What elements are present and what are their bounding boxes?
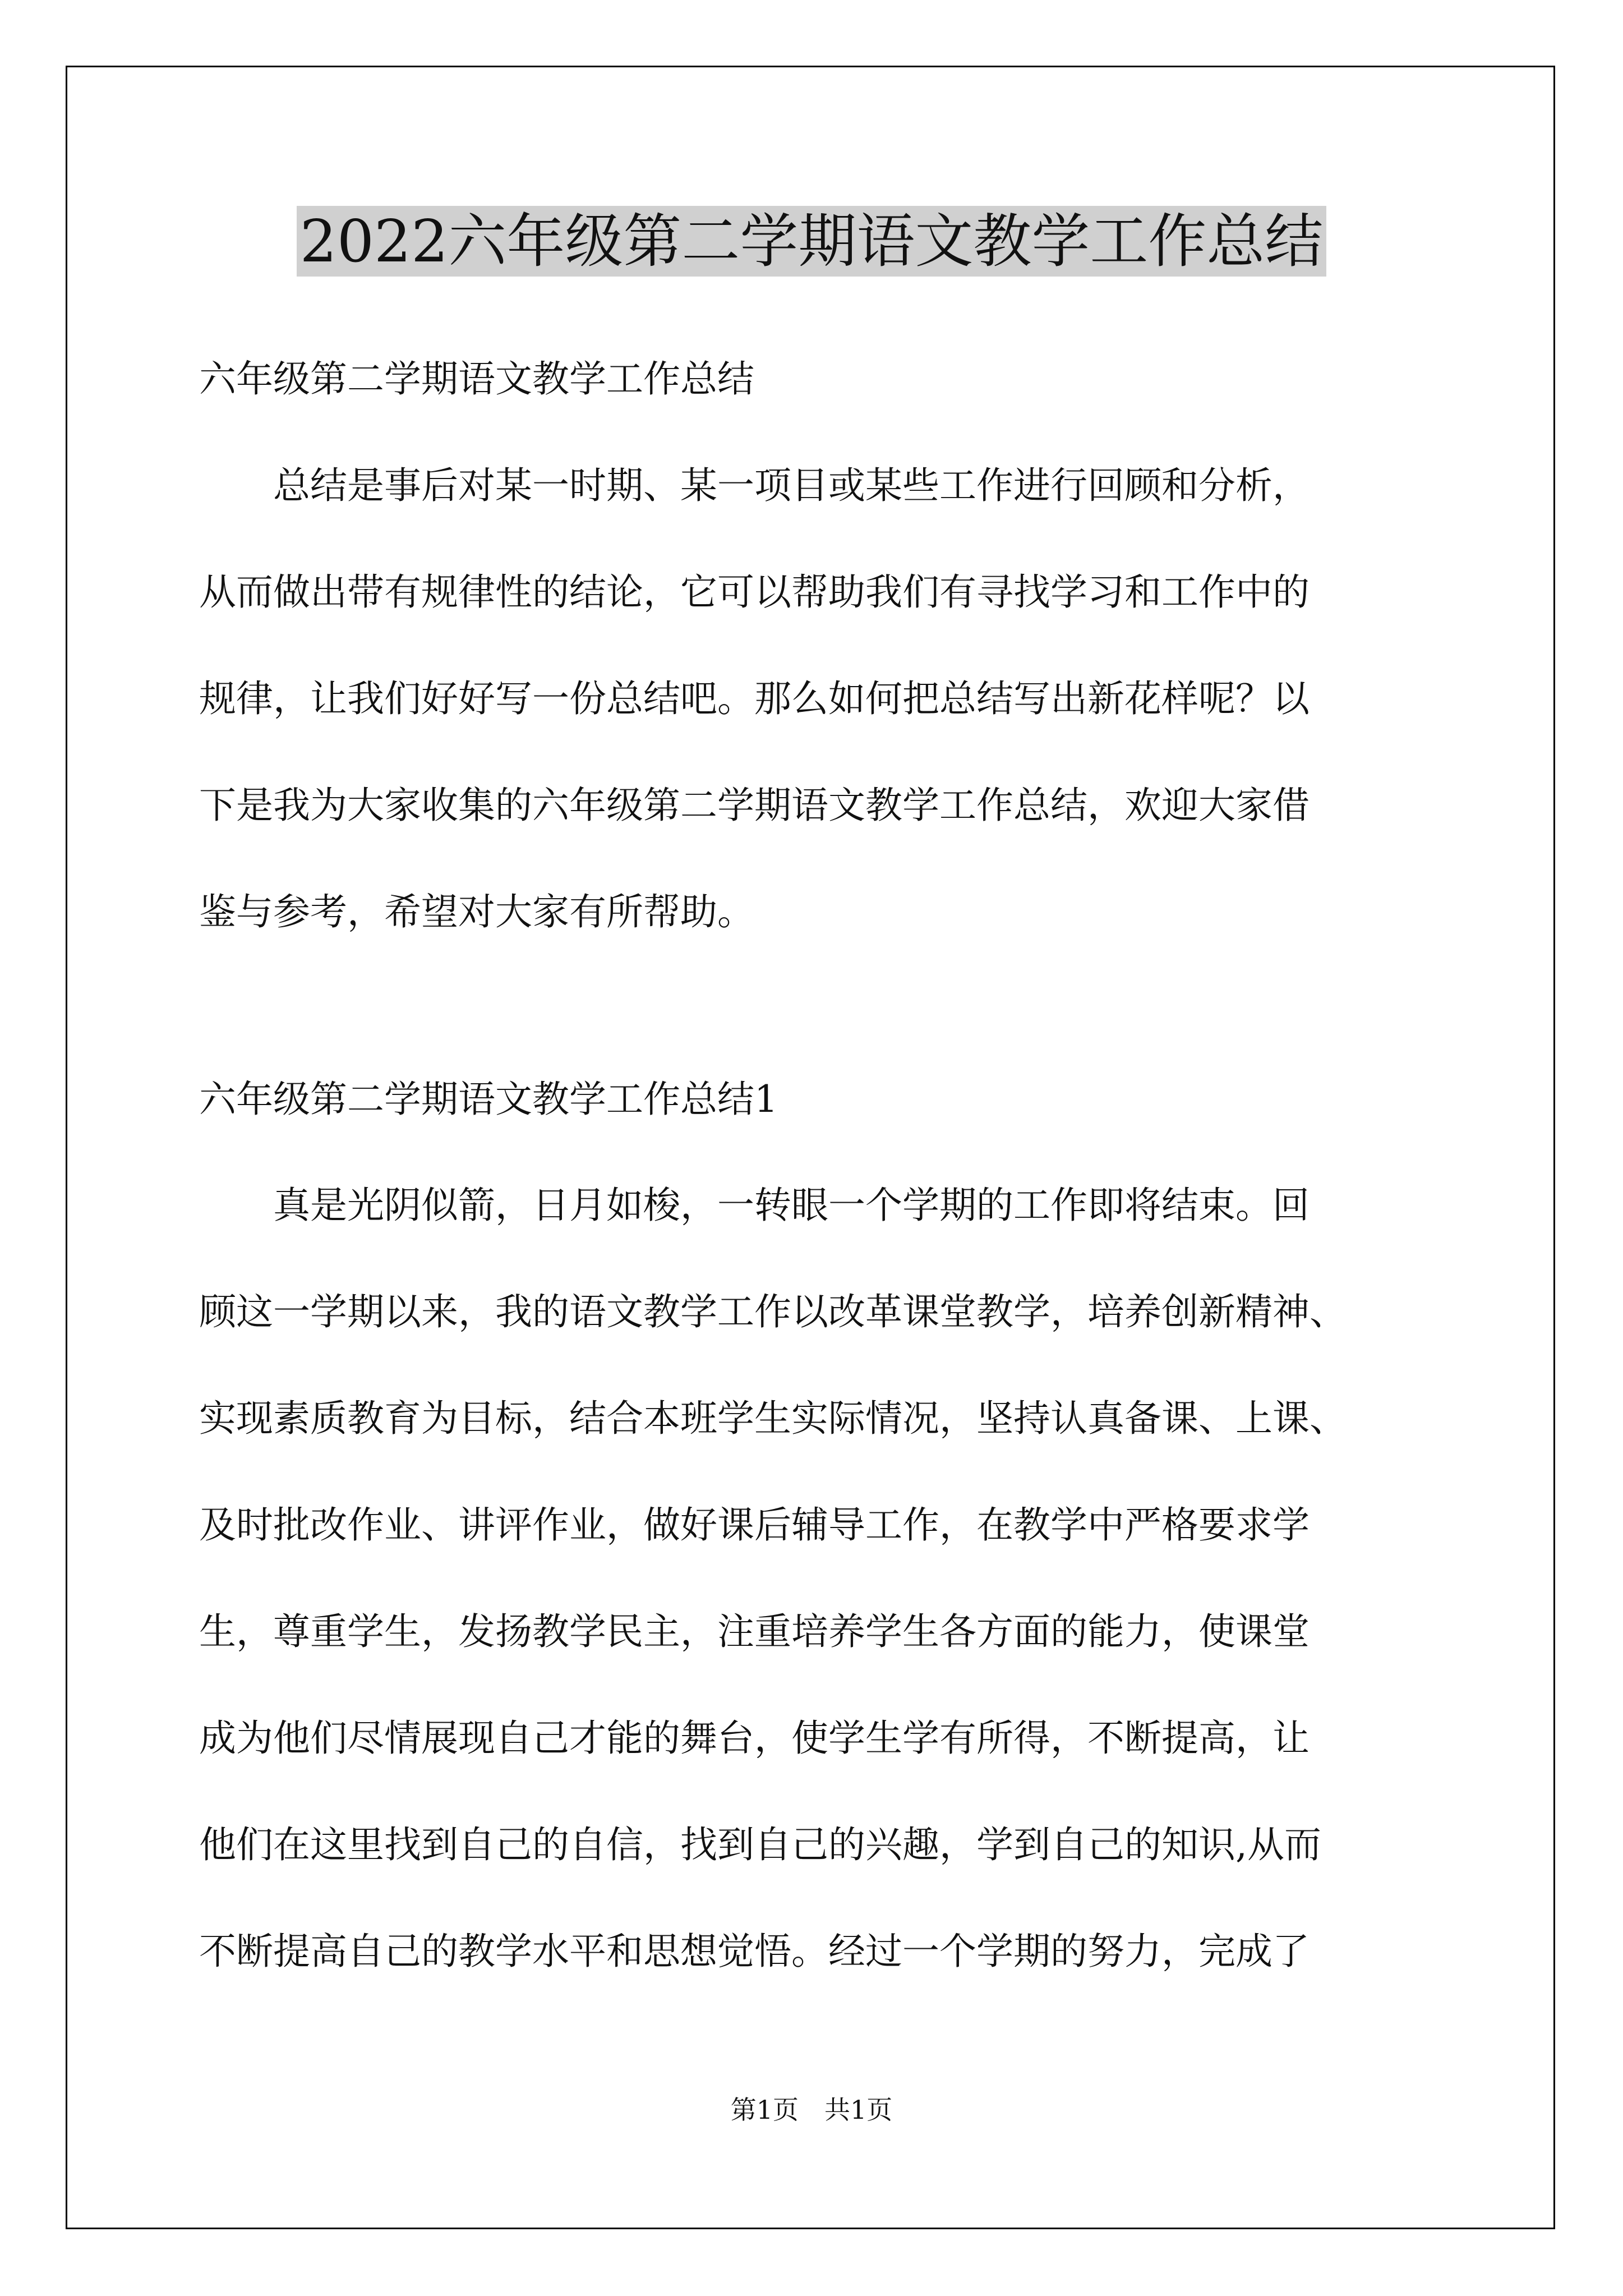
section-heading-text: 六年级第二学期语文教学工作总结1: [199, 1078, 778, 1121]
intro-line: 总结是事后对某一时期、某一项目或某些工作进行回顾和分析，: [199, 464, 1310, 507]
intro-line: 下是我为大家收集的六年级第二学期语文教学工作总结，欢迎大家借: [199, 784, 1310, 827]
section-line: 顾这一学期以来，我的语文教学工作以改革课堂教学，培养创新精神、: [199, 1290, 1347, 1333]
section-line: 他们在这里找到自己的自信，找到自己的兴趣，学到自己的知识,从而: [199, 1823, 1321, 1866]
section-line: 生，尊重学生，发扬教学民主，注重培养学生各方面的能力，使课堂: [199, 1610, 1310, 1653]
section-line: 成为他们尽情展现自己才能的舞台，使学生学有所得，不断提高，让: [199, 1717, 1310, 1760]
document-title: [0, 202, 1623, 280]
section-line: 真是光阴似箭，日月如梭，一转眼一个学期的工作即将结束。回: [199, 1184, 1310, 1227]
intro-line: 规律，让我们好好写一份总结吧。那么如何把总结写出新花样呢？以: [199, 677, 1310, 720]
page-footer: 第1页 共1页: [730, 2095, 893, 2125]
section-line: 不断提高自己的教学水平和思想觉悟。经过一个学期的努力，完成了: [199, 1930, 1310, 1973]
section-line: 及时批改作业、讲评作业，做好课后辅导工作，在教学中严格要求学: [199, 1503, 1310, 1547]
intro-line: 鉴与参考，希望对大家有所帮助。: [199, 890, 754, 933]
document-title-text: 2022六年级第二学期语文教学工作总结: [297, 206, 1327, 277]
subtitle-text: 六年级第二学期语文教学工作总结: [199, 357, 754, 401]
section-line: 实现素质教育为目标，结合本班学生实际情况，坚持认真备课、上课、: [199, 1397, 1347, 1440]
intro-line: 从而做出带有规律性的结论，它可以帮助我们有寻找学习和工作中的: [199, 570, 1310, 614]
